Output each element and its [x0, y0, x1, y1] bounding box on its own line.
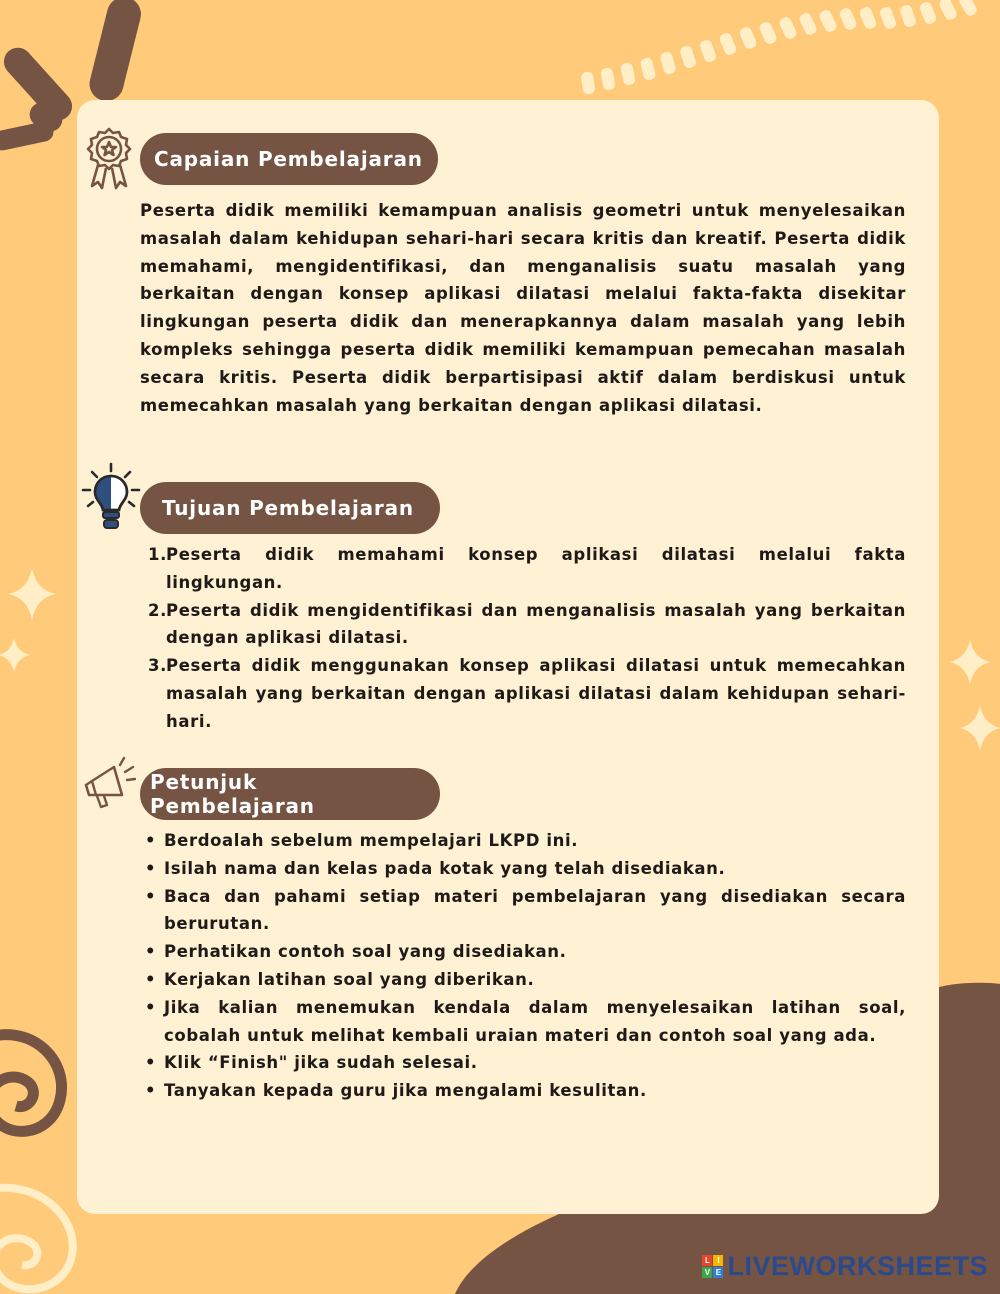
list-item-text: Tanyakan kepada guru jika mengalami kesulitan.	[164, 1081, 647, 1101]
list-item	[148, 652, 906, 735]
bullet-icon: •	[145, 858, 157, 878]
liveworksheets-logo[interactable]	[702, 1251, 988, 1282]
lightbulb-icon	[80, 462, 142, 536]
list-item-text: Baca dan pahami setiap materi pembelajaran yang disediakan secara berurutan.	[164, 886, 906, 934]
right-sparkle-decoration	[950, 640, 1000, 750]
bottom-right-arc-decoration	[940, 991, 1000, 995]
bullet-icon: •	[145, 1053, 157, 1073]
bullet-icon: •	[145, 969, 157, 989]
list-item-text: Peserta didik mengidentifikasi dan menganalisis masalah yang berkaitan dengan aplikasi dilatasi.	[166, 600, 906, 648]
list-item	[145, 827, 906, 855]
list-number: 1.	[148, 545, 167, 564]
brown-swirl-decoration	[0, 1035, 62, 1132]
list-item	[145, 883, 906, 939]
tujuan-list	[148, 541, 906, 736]
liveworksheets-logo-mark	[702, 1255, 723, 1278]
bullet-icon: •	[145, 886, 157, 906]
logo-letter: V	[702, 1267, 712, 1278]
left-sparkle-decoration	[0, 568, 56, 672]
list-number: 2.	[148, 600, 167, 620]
logo-letter: I	[713, 1255, 723, 1266]
bullet-icon: •	[145, 831, 157, 850]
list-item	[145, 994, 906, 1050]
list-item-text: Peserta didik memahami konsep aplikasi dilatasi melalui fakta lingkungan.	[166, 545, 906, 592]
bullet-icon: •	[145, 997, 157, 1017]
list-item	[145, 855, 906, 883]
list-item	[148, 541, 906, 597]
logo-letter: L	[702, 1255, 712, 1266]
list-item	[145, 966, 906, 994]
list-item-text: Jika kalian menemukan kendala dalam menyelesaikan latihan soal, cobalah untuk melihat kembali uraian materi dan contoh soal yang ada.	[164, 997, 906, 1045]
list-item-text: Isilah nama dan kelas pada kotak yang telah disediakan.	[164, 858, 726, 878]
logo-letter: E	[713, 1267, 723, 1278]
list-item-text: Peserta didik menggunakan konsep aplikasi dilatasi untuk memecahkan masalah yang berkaitan dengan aplikasi dilatasi dalam kehidupan sehari-hari.	[166, 656, 906, 731]
list-item	[145, 1049, 906, 1077]
list-item	[145, 1077, 906, 1105]
capaian-section-title: Capaian Pembelajaran	[140, 133, 438, 185]
bullet-icon: •	[145, 1081, 157, 1101]
megaphone-icon	[80, 755, 136, 811]
award-ribbon-icon	[81, 126, 137, 192]
list-item-text: Perhatikan contoh soal yang disediakan.	[164, 942, 567, 962]
petunjuk-list	[145, 827, 906, 1105]
list-item-text: Berdoalah sebelum mempelajari LKPD ini.	[164, 831, 579, 850]
list-item-text: Klik “Finish" jika sudah selesai.	[164, 1053, 478, 1073]
list-item-text: Kerjakan latihan soal yang diberikan.	[164, 969, 535, 989]
liveworksheets-brand-text: LIVEWORKSHEETS	[727, 1251, 988, 1281]
cream-swirl-decoration	[0, 1188, 73, 1289]
tujuan-section-title: Tujuan Pembelajaran	[140, 482, 440, 534]
capaian-paragraph: Peserta didik memiliki kemampuan analisis geometri untuk menyelesaikan masalah dalam kehidupan sehari-hari secara kritis dan kreatif. Peserta didik memahami, mengidentifikasi, dan menganalisis suatu masalah yang berkaitan dengan konsep aplikasi dilatasi melalui fakta-fakta disekitar lingkungan peserta didik dan menerapkannya dalam masalah yang lebih kompleks sehingga peserta didik memiliki kemampuan pemecahan masalah secara kritis. Peserta didik berpartisipasi aktif dalam berdiskusi untuk memecahkan masalah yang berkaitan dengan aplikasi dilatasi.	[140, 201, 906, 415]
list-item	[145, 938, 906, 966]
petunjuk-section-title: Petunjuk Pembelajaran	[140, 768, 440, 820]
list-item	[148, 597, 906, 653]
top-right-dashed-arc-decoration	[581, 0, 979, 95]
list-number: 3.	[148, 656, 167, 676]
bullet-icon: •	[145, 942, 157, 962]
